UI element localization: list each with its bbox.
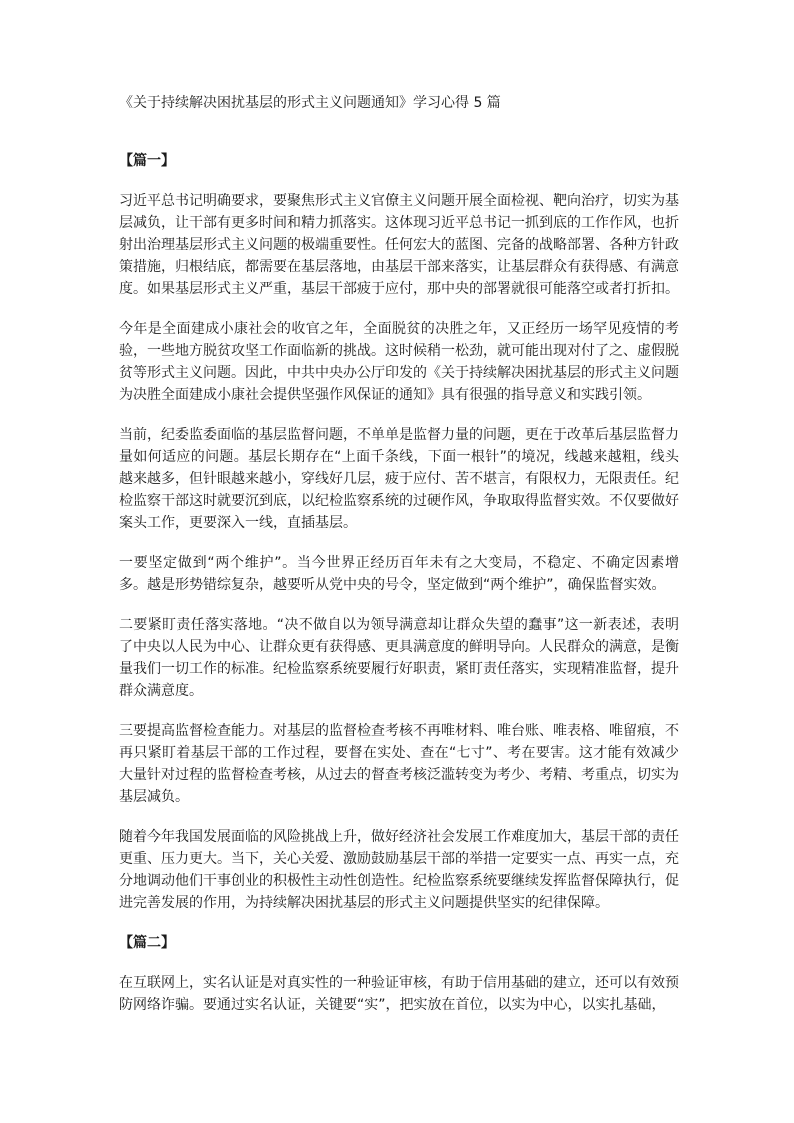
paragraph: 在互联网上，实名认证是对真实性的一种验证审核，有助于信用基础的建立，还可以有效预防网络诈骗。要通过实名认证，关键要“实”，把实放在首位，以实为中心，以实扎基础， [119,975,679,1013]
document-title: 《关于持续解决困扰基层的形式主义问题通知》学习心得 5 篇 [119,95,501,111]
document-page [119,92,679,1034]
paragraph: 习近平总书记明确要求，要聚焦形式主义官僚主义问题开展全面检视、靶向治疗，切实为基层减负，让干部有更多时间和精力抓落实。这体现习近平总书记一抓到底的工作作风，也折射出治理基层形式主义问题的极端重要性。任何宏大的蓝图、完备的战略部署、各种方针政策措施，归根结底，都需要在基层落地，由基层干部来落实，让基层群众有获得感、有满意度。如果基层形式主义严重，基层干部疲于应付，那中央的部署就很可能落空或者打折扣。 [119,193,679,297]
section-heading-part-one: 【篇一】 [119,153,175,169]
paragraph: 随着今年我国发展面临的风险挑战上升，做好经济社会发展工作难度加大，基层干部的责任更重、压力更大。当下，关心关爱、激励鼓励基层干部的举措一定要实一点、再实一点，充分地调动他们干事创业的积极性主动性创造性。纪检监察系统要继续发挥监督保障执行，促进完善发展的作用，为持续解决困扰基层的形式主义问题提供坚实的纪律保障。 [119,829,679,911]
paragraph: 一要坚定做到“两个维护”。当今世界正经历百年未有之大变局，不稳定、不确定因素增多。越是形势错综复杂，越要听从党中央的号令，坚定做到“两个维护”，确保监督实效。 [119,555,679,593]
paragraph: 今年是全面建成小康社会的收官之年，全面脱贫的决胜之年，又正经历一场罕见疫情的考验，一些地方脱贫攻坚工作面临新的挑战。这时候稍一松劲，就可能出现对付了之、虚假脱贫等形式主义问题。因此，中共中央办公厅印发的《关于持续解决困扰基层的形式主义问题为决胜全面建成小康社会提供坚强作风保证的通知》具有很强的指导意义和实践引领。 [119,321,679,403]
paragraph: 当前，纪委监委面临的基层监督问题，不单单是监督力量的问题，更在于改革后基层监督力量如何适应的问题。基层长期存在“上面千条线，下面一根针”的境况，线越来越粗，线头越来越多，但针眼越来越小，穿线好几层，疲于应付、苦不堪言，有限权力，无限责任。纪检监察干部这时就要沉到底，以纪检监察系统的过硬作风，争取取得监督实效。不仅要做好案头工作，更要深入一线，直插基层。 [119,427,679,531]
paragraph: 二要紧盯责任落实落地。“决不做自以为领导满意却让群众失望的蠢事”这一新表述，表明了中央以人民为中心、让群众更有获得感、更具满意度的鲜明导向。人民群众的满意，是衡量我们一切工作的标准。纪检监察系统要履行好职责，紧盯责任落实，实现精准监督，提升群众满意度。 [119,617,679,699]
section-heading-part-two: 【篇二】 [119,935,175,951]
paragraph: 三要提高监督检查能力。对基层的监督检查考核不再唯材料、唯台账、唯表格、唯留痕，不再只紧盯着基层干部的工作过程，要督在实处、查在“七寸”、考在要害。这才能有效减少大量针对过程的监督检查考核，从过去的督查考核泛滥转变为考少、考精、考重点，切实为基层减负。 [119,723,679,805]
